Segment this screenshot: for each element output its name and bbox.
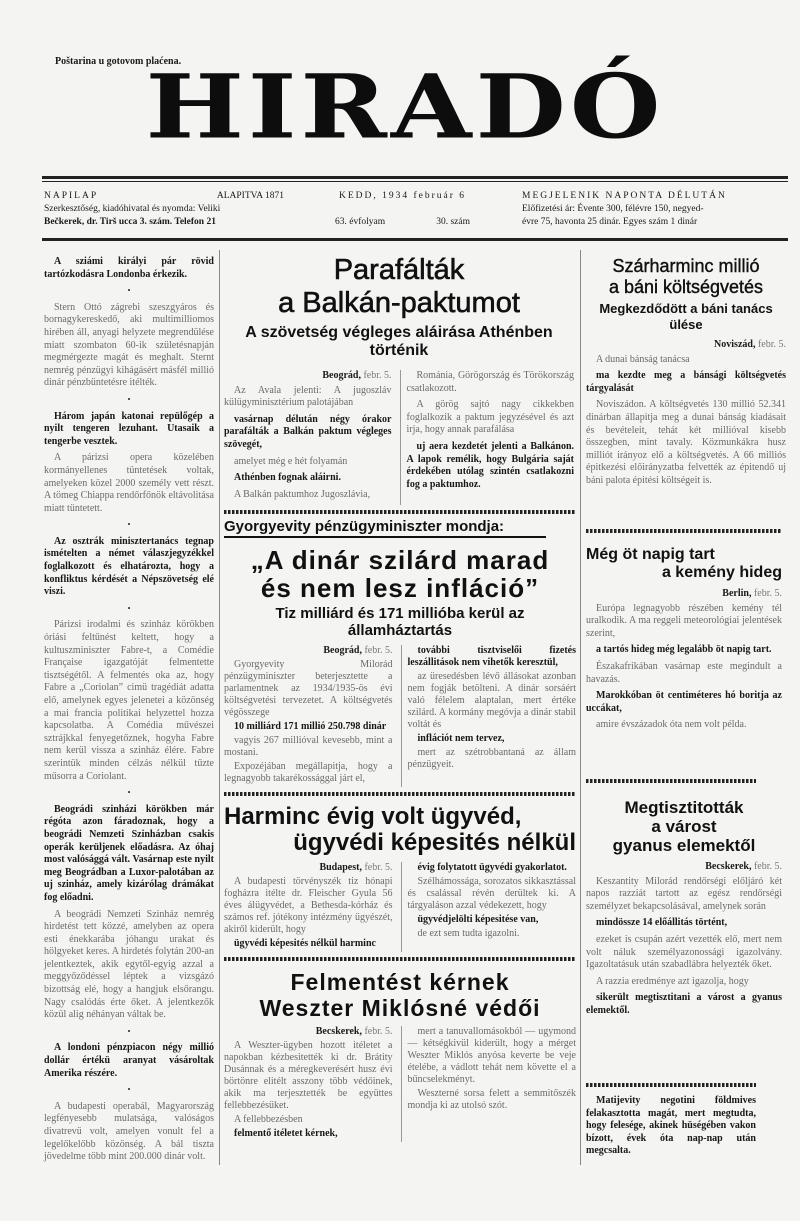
paragraph: mindössze 14 előállitás történt, [596,917,728,929]
paragraph: uj aera kezdetét jelenti a Balkánon. A lapok remélik, hogy Bulgária saját érdekében utólag szintén csatlakozni fog a paktumhoz. [406,440,574,490]
paragraph: a tartós hideg még legalább öt napig tart. [596,644,772,656]
headline: Weszter Miklósné védői [259,995,541,1021]
paragraph: A fellebbezésben [234,1114,303,1125]
dateline: Noviszád, febr. 5. [714,339,786,350]
headline: gyanus elemektől [612,836,756,855]
column-divider [219,250,220,1165]
masthead-logo: HIRADÓ [145,54,665,159]
dateline: Budapest, febr. 5. [319,862,393,873]
dotted-divider [586,779,756,783]
paragraph: Gyorgyevity Milorád pénzügyminiszter beterjesztette a parlamentnek az 1934/1935-ös évi költségvetési tervezetet. A költségvetés végösszege [224,659,393,718]
headline: Megtisztitották [624,798,744,817]
paragraph: Keszantity Milorád rendőrségi előljáró két napos razziát tartott az egész rendőrségi személyzet bekapcsolásával, amelynek során [586,875,782,912]
paragraph: Weszterné sorsa felett a semmitőszék mondja ki az utolsó szót. [407,1088,576,1111]
paragraph: A párizsi opera közelében kormányellenes tüntetések voltak, amelyeken közel 2000 személy vett részt. A tömeg Chiappa rendőrfőnök eltávolitása miatt tüntetett. [44,452,214,514]
bullet-separator: • [127,286,131,296]
paragraph: Európa legnagyobb részében kemény tél uralkodik. A ma reggeli meteorológiai jelentések szerint, [586,602,782,639]
news-briefs-column [44,256,214,1168]
paragraph: mert az szétrobbantaná az állam pénzügyeit. [407,747,576,770]
headline: a kemény hideg [661,564,782,581]
paragraph: mert a tanuvallomásokból — ugymond — kétségkivül kiderült, hogy a mérget Weszter Miklós anyósa keverte be veje ételébe, a vádlott tehát nem követte el a bűncselekményt. [407,1026,576,1085]
dotted-divider [224,957,576,961]
news-brief-suicide [586,1095,756,1162]
issue-date: KEDD, 1934 február 6 [338,191,467,201]
dateline: Becskerek, febr. 5. [315,1026,393,1037]
headline: Felmentést kérnek [290,969,510,995]
paragraph: A Weszter-ügyben hozott itéletet a napokban kézbesitették ki dr. Brátity Dusánnak és a méregkeverésért husz évi börtönre elitélt asszony több védőinek, akik ma terjesztették be együttes fellebbezésüket. [224,1040,393,1111]
paragraph: Románia, Görögország és Törökország csatlakozott. [406,370,574,394]
paragraph: Szélhámossága, sorozatos sikkasztással és csalással révén derültek ki. A tárgyaláson azzal védekezett, hogy [407,876,576,911]
address-2: Bečkerek, dr. Tirš ucca 3. szám. Telefon 21 [44,217,216,227]
postage-note: Poštarina u gotovom plaćena. [55,56,182,67]
headline: ügyvédi képesités nélkül [293,829,576,856]
paragraph: A budapesti operabál, Magyarország legfényesebb mulatsága, valóságos divatrevü volt, amelyen vonult fel a legelőkelőbb közönség. A bál tiszta jövedelme több mint 200.000 dinár volt. [44,1100,214,1163]
article-dinar [224,518,576,787]
paragraph: vagyis 267 millióval kevesebb, mint a mostani. [224,735,393,758]
headline: a várost [651,817,717,836]
paragraph: sikerült megtisztitani a várost a gyanus elemektől. [586,992,782,1016]
paragraph: Északafrikában vasárnap este megindult a havazás. [586,660,782,685]
paragraph: A dunai bánság tanácsa [596,353,690,365]
paragraph: ma kezdte meg a bánsági költségvetés tárgyalását [586,370,786,394]
header-mid [335,190,470,229]
paragraph: ügyvédjelölti képesitése van, [417,914,539,925]
paragraph: de ezt sem tudta igazolni. [417,928,520,939]
paper-type: NAPILAP [44,191,99,201]
article-body [224,862,576,952]
paragraph: Beográdi szinházi körökben már régóta azon fáradoznak, hogy a beográdi Nemzeti Szinházban csakis operák kerüljenek előadásra. Az óhaj most valósággá vált. Vasárnap este nyilt meg Beográdban a Luxor-palotában az uj szinház, amely kizárólag drámákat fog előadni. [44,803,214,903]
paragraph: Matijevity negotini földmives felakasztotta magát, mert megtudta, hogy felesége, akinek hüségében vakon bízott, évek óta nap-nap után megcsalta. [586,1095,756,1157]
paragraph: évig folytatott ügyvédi gyakorlatot. [417,862,567,873]
dateline: Berlin, febr. 5. [722,588,782,599]
subheadline: A szövetség végleges aláirása Athénben történik [245,324,553,359]
paragraph: ezeket is csupán azért vezették elő, mert nem volt náluk személyazonossági igazolvány. Igazoltatásuk után szabadlábra helyezték őket. [586,933,782,971]
paragraph: felmentő itéletet kérnek, [234,1128,338,1139]
dotted-divider [224,792,576,796]
subheadline: Megkezdődött a báni tanács ülése [599,301,773,332]
paragraph: A beográdi Nemzeti Szinház nemrég hirdetést tett közzé, amelyben az opera esti énekkarába jóhangu urakat és hölgyeket keres. A hirdetés folytán 200-an jelentkeztek, akik egytől-egyig azzal a meggyőződéssel léptek a vizsgázó bizottság elé, hogy a hangjuk elsőrangu. Nagy csalódás érte őket. A jelentkezők közül alig néhányan váltak be. [44,908,214,1021]
headline: a báni költségvetés [608,277,764,297]
paragraph: 10 milliárd 171 millió 250.798 dinár [234,721,387,732]
paragraph: Az osztrák minisztertanács tegnap ismételten a német válaszjegyzékkel foglalkozott és elhatározta, hogy a konfliktus kérdését a Népszövetség elé viszi. [44,535,214,598]
founded: ALAPITVA 1871 [216,191,284,201]
bullet-separator: • [127,603,131,613]
paragraph: amelyet még e hét folyamán [234,455,348,467]
bullet-separator: • [127,394,131,404]
article-budget [586,256,786,492]
paragraph: Az Avala jelenti: A jugoszláv külügyminisztérium palotájában [224,384,392,409]
volume: 63. évfolyam [335,217,386,227]
article-weszter [224,969,576,1142]
paragraph: A sziámi királyi pár rövid tartózkodásra Londonba érkezik. [44,256,214,280]
dateline: Beográd, febr. 5. [323,645,393,656]
headline: a Balkán-paktumot [278,287,520,319]
paragraph: inflációt nem tervez, [417,733,505,744]
paragraph: A budapesti törvényszék tiz hónapi fogházra itélte dr. Fleischer Gyula 56 éves álügyvédet, a Bethesda-kórház és számos ref. jótékony intézmény ügyészét, akiről kiderült, hogy [224,876,393,935]
headline: Szárharminc millió [612,256,760,276]
bullet-separator: • [127,788,131,798]
publication-note: MEGJELENIK NAPONTA DÉLUTÁN [522,191,727,201]
center-articles [224,518,576,1142]
headline: Harminc évig volt ügyvéd, [224,803,522,830]
paragraph: Athénben fognak aláirni. [234,472,341,484]
paragraph: A razzia eredménye azt igazolja, hogy [596,975,749,987]
issue-number: 30. szám [436,217,470,227]
dotted-divider [586,1083,756,1087]
dateline: Beográd, febr. 5. [322,370,392,381]
masthead-rule [42,176,788,179]
headline: és nem lesz infláció” [260,573,540,603]
article-body [224,370,574,505]
header-left [44,190,284,229]
paragraph: Stern Ottó zágrebi szeszgyáros és bornagykereskedő, aki multimilliomos hirében áll, anyagi helyzete megrendülése miatt szombaton 60-ik születésnapján megmérgezte magát és meghalt. Sternt nemrég pénzügyi kihágásért másfél millió dinár pénzbüntetésre itélték. [44,301,214,389]
paragraph: vasárnap délután négy órakor parafálták a Balkán paktum végleges szövegét, [224,413,392,450]
subscription-2: évre 75, havonta 25 dinár. Egyes szám 1 dinár [522,217,698,227]
bullet-separator: • [127,1085,131,1095]
paragraph: Párizsi irodalmi és szinház körökben óriási feltűnést keltett, hogy a kultuszminiszter Fabre-t, a Comédie Française igazgatóját felmentette tisztségétől. A felmentés oka az, hogy Fabre a „Coriolan” cimü tragédiát adatta elő, amelynek egyes jelenetei a közönség a mai francia politikai helyzettel hozza kapcsolatba. A Comédia művészei sztrájkkal fenyegetőznek, hogyha Fabre nem kerül vissza a szinház élére. Fabre szerintük minden célzás nélkül tűzte műsorra a Coriolant. [44,619,214,782]
column-divider [580,250,581,1165]
article-lawyer [224,804,576,952]
paragraph: további tisztviselői fizetés leszállitások nem vihetők keresztül, [407,645,576,668]
paragraph: Három japán katonai repülőgép a nyilt tengeren lezuhant. Utasaik a tengerbe vesztek. [44,410,214,447]
paragraph: ügyvédi képesités nélkül harminc [234,938,376,949]
article-balkan-pact [224,254,574,505]
dotted-divider [586,529,782,533]
article-raid [586,798,782,1022]
paragraph: A Balkán paktumhoz Jugoszlávia, [234,488,371,500]
paragraph: az üresedésben lévő állásokat azonban nem fogják betölteni. A dinár sorsáért való félelem alaptalan, mert értéke szilárd. A kormány megóvja a dinár stabil voltát és [407,671,576,730]
subheadline: Tiz milliárd és 171 millióba kerül az államháztartás [275,605,525,639]
bullet-separator: • [127,520,131,530]
subscription-1: Előfizetési ár: Évente 300, félévre 150, negyed- [522,204,704,214]
header-right [522,190,727,229]
paragraph: Expozéjában megállapitja, hogy a legnagyobb takarékossággal járt el, [224,761,393,784]
article-body [224,645,576,787]
address-1: Szerkesztőség, kiadóhivatal és nyomda: Veliki [44,204,221,214]
paragraph: Marokkóban öt centiméteres hó boritja az uccákat, [586,690,782,714]
paragraph: amire évszázadok óta nem volt példa. [596,719,747,731]
bullet-separator: • [127,1026,131,1036]
paragraph: A londoni pénzpiacon négy millió dollár értékü aranyat vásároltak Amerika részére. [44,1042,214,1079]
kicker: Gyorgyevity pénzügyminiszter mondja: [224,518,546,538]
paragraph: A görög sajtó nagy cikkekben foglalkozik a paktum jegyzésével és azt irja, hogy annak parafálása [406,399,574,436]
dotted-divider [224,510,576,514]
paragraph: Noviszádon. A költségvetés 130 millió 52.341 dinárban állapitja meg a dunai bánság kiadásait és bevételeit, tehát két millióval kisebb összegben, mint tavaly. Közmunkákra husz milliót irányoz elő a költségvetés. A 66 milliós épitkezési előirányzatba felvették az épitendő uj báni palota épitési költségeit is. [586,399,786,486]
headline: Parafálták [333,254,465,286]
header-rule [42,238,788,241]
headline: „A dinár szilárd marad [250,545,550,575]
masthead-rule-thin [42,181,788,182]
headline: Még öt napig tart [586,546,715,563]
dateline: Becskerek, febr. 5. [705,861,782,872]
article-body [224,1026,576,1142]
article-cold [586,546,782,736]
